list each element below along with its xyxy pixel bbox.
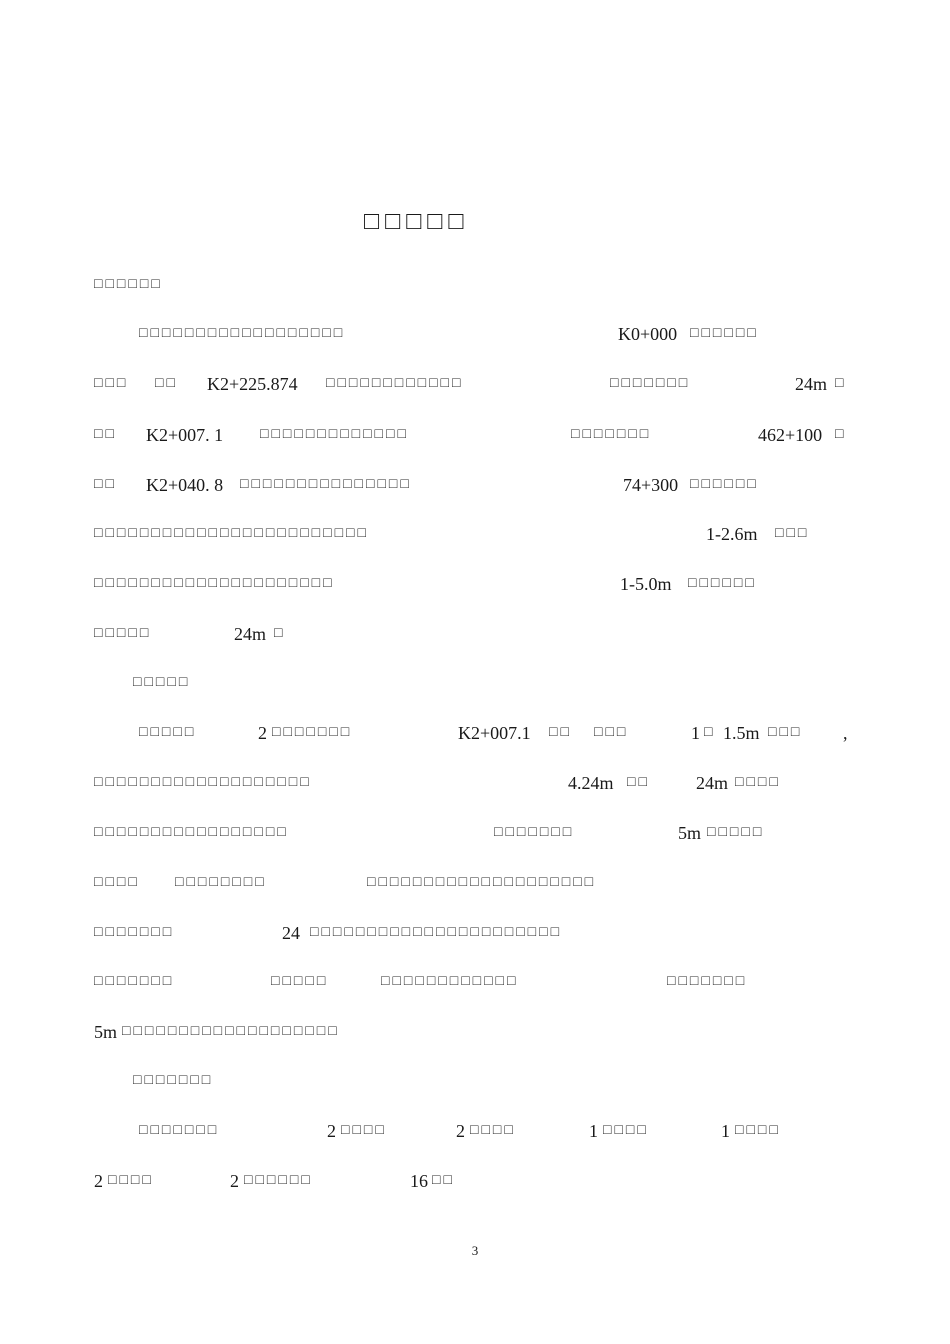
text-segment: K2+007. 1 (146, 425, 224, 445)
text-segment: □□□□□□ (690, 477, 759, 492)
text-segment: □ (704, 725, 716, 740)
text-line (0, 1017, 950, 1047)
text-segment: 24m (234, 624, 267, 644)
text-segment: K2+040. 8 (146, 475, 224, 495)
text-line (0, 1166, 950, 1196)
text-line (0, 1116, 950, 1146)
text-segment: 1.5m (723, 723, 760, 743)
text-segment: □□□□ (108, 1173, 154, 1188)
text-line (0, 319, 950, 349)
text-segment: 1 (721, 1121, 730, 1141)
text-line (0, 470, 950, 500)
text-line (0, 818, 950, 848)
text-segment: □□□□□□□□□□□□□□□□□□□□□□□□ (94, 526, 369, 541)
text-segment: □□ (94, 477, 117, 492)
text-segment: □□ (94, 427, 117, 442)
text-segment: 2 (230, 1171, 239, 1191)
text-segment: □□□□□□□ (494, 825, 575, 840)
text-segment: □□□ (768, 725, 803, 740)
text-segment: □□□□□ (271, 974, 329, 989)
text-segment: 2 (327, 1121, 336, 1141)
page-title-text: □□□□□ (364, 208, 470, 235)
text-segment: □□□□□□□ (94, 974, 175, 989)
text-segment: □□□□□□□□□□□□□□□□□□□□□ (94, 576, 335, 591)
text-line (0, 569, 950, 599)
text-segment: □□□□□□□ (272, 725, 353, 740)
text-segment: □□□ (775, 526, 810, 541)
text-segment: K0+000 (618, 324, 678, 344)
text-line (0, 668, 950, 698)
text-line (0, 619, 950, 649)
text-segment: □□□□□□□□□□□□□ (260, 427, 409, 442)
text-line (0, 967, 950, 997)
text-segment: □□□□□ (707, 825, 765, 840)
text-line (0, 270, 950, 300)
text-segment: □□□□□□□□□□□□ (326, 376, 464, 391)
text-line (0, 369, 950, 399)
text-segment: □□□□□□□□□□□□□□□□□□□ (94, 775, 312, 790)
text-segment: 4.24m (568, 773, 614, 793)
text-segment: □□□□□□□□□□□□□□□□□□ (139, 326, 346, 341)
text-segment: □□□□□□□ (610, 376, 691, 391)
text-line (0, 1066, 950, 1096)
text-segment: 24 (282, 923, 300, 943)
text-segment: □□□□□□ (244, 1173, 313, 1188)
text-segment: □□□□□□□□ (175, 875, 267, 890)
text-segment: □□□□□□□□□□□□□□□ (240, 477, 412, 492)
text-segment: 5m (94, 1022, 118, 1042)
text-segment: □□ (627, 775, 650, 790)
text-segment: □□□□□□□□□□□□□□□□□ (94, 825, 289, 840)
text-line (0, 519, 950, 549)
page-number: 3 (471, 1243, 479, 1258)
text-segment: 1 (589, 1121, 598, 1141)
text-segment: □□□□□□ (94, 277, 163, 292)
text-segment: 2 (94, 1171, 103, 1191)
text-line (0, 868, 950, 898)
text-segment: K2+225.874 (207, 374, 298, 394)
text-segment: 1-2.6m (706, 524, 758, 544)
text-segment: □□□□□□□ (133, 1073, 214, 1088)
text-segment: □ (835, 376, 847, 391)
text-segment: □ (274, 626, 286, 641)
text-segment: □□□□□ (139, 725, 197, 740)
text-segment: □□□ (594, 725, 629, 740)
text-line (0, 420, 950, 450)
text-segment: □□□□ (94, 875, 140, 890)
text-segment: 24m (696, 773, 729, 793)
text-segment: □□□□□□□□□□□□□□□□□□□ (122, 1024, 340, 1039)
text-segment: □□□□□□□ (139, 1123, 220, 1138)
text-segment: □□□□ (470, 1123, 516, 1138)
text-segment: □□ (549, 725, 572, 740)
text-segment: 2 (456, 1121, 465, 1141)
text-segment: □□ (155, 376, 178, 391)
text-segment: 2 (258, 723, 267, 743)
text-segment: K2+007.1 (458, 723, 531, 743)
text-segment: □□□□□□□ (94, 925, 175, 940)
text-segment: □□□□ (735, 775, 781, 790)
text-segment: □□□□ (735, 1123, 781, 1138)
text-segment: □□□□□□□ (667, 974, 748, 989)
text-segment: □□□□□□□□□□□□ (381, 974, 519, 989)
text-segment: 16 (410, 1171, 428, 1191)
text-segment: □□□□□□□ (571, 427, 652, 442)
text-line (0, 718, 950, 748)
text-segment: □□□□□□ (688, 576, 757, 591)
text-segment: □□□□ (603, 1123, 649, 1138)
text-segment: 5m (678, 823, 702, 843)
text-segment: □ (835, 427, 847, 442)
text-segment: □□□□□ (133, 675, 191, 690)
text-line (0, 768, 950, 798)
text-segment: □□□□□□□□□□□□□□□□□□□□ (367, 875, 597, 890)
text-segment: □□□□□ (94, 626, 152, 641)
text-segment: □□□□ (341, 1123, 387, 1138)
text-line (0, 918, 950, 948)
text-segment: □□ (432, 1173, 455, 1188)
text-segment: 1-5.0m (620, 574, 672, 594)
text-segment: 24m (795, 374, 828, 394)
text-segment: □□□ (94, 376, 129, 391)
text-segment: □□□□□□□□□□□□□□□□□□□□□□ (310, 925, 563, 940)
text-segment: 1 (691, 723, 700, 743)
text-segment: , (843, 723, 848, 743)
text-segment: 74+300 (623, 475, 679, 495)
text-segment: □□□□□□ (690, 326, 759, 341)
text-segment: 462+100 (758, 425, 823, 445)
